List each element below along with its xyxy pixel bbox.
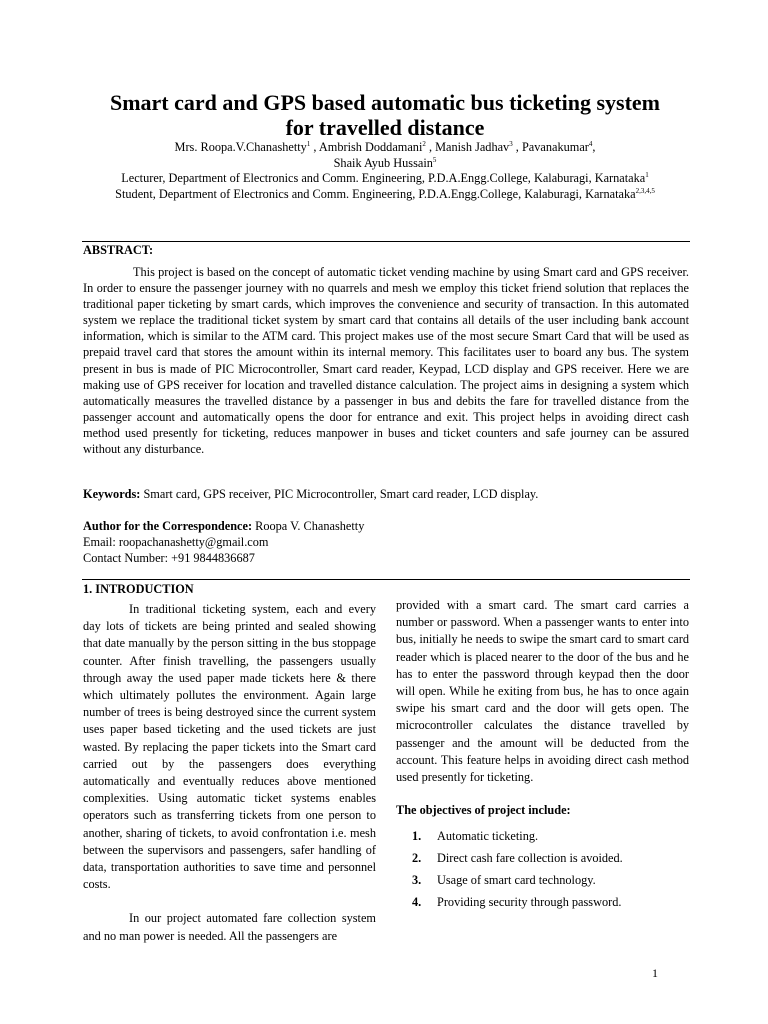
correspondence-name: Roopa V. Chanashetty [252,519,365,533]
introduction-top-rule [82,579,690,580]
authors-line-2 [60,156,710,172]
keywords [83,487,538,502]
objective-number: 2. [412,851,422,866]
author-sup: 5 [432,155,437,164]
abstract-heading: ABSTRACT: [83,243,154,257]
affiliation-text: Student, Department of Electronics and Comm. Engineering, P.D.A.Engg.College, Kalaburagi, Karnataka [115,186,636,201]
author-separator: , [592,140,596,154]
author-name: , Manish Jadhav [425,140,510,154]
email-line: Email: roopachanashetty@gmail.com [83,535,269,549]
title-line-1: Smart card and GPS based automatic bus ticketing system [109,90,660,115]
objective-item [396,850,689,872]
objective-text: Providing security through password. [437,895,622,910]
intro-paragraph-1: In traditional ticketing system, each and every day lots of tickets are being printed and sealed showing that date manually by the person sitting in the bus stoppage counter. After finish travelling, the passengers usually through away the used paper made tickets here & there which ultimately pollutes the environment. Again large number of trees is being destroyed since the current system uses paper based ticketing and the used tickets are just wasted. By replacing the paper tickets into the Smart card carried out by the passengers does everything automatically and eventually reduces above mentioned complexities. Using automatic ticket systems enables operators such as transferring tickets from one person to another, sharing of tickets, to avoid confrontation i.e. mesh between the supervisors and passengers, safer handling of data, transportation authorities to save time and personnel costs. [83,602,376,892]
author-sup: 2 [422,140,426,148]
right-column [396,597,689,916]
abstract-top-rule [82,241,690,242]
affiliation-1 [60,171,710,187]
objective-text: Usage of smart card technology. [437,873,596,888]
objective-text: Automatic ticketing. [437,829,539,844]
introduction-heading: 1. INTRODUCTION [83,582,194,596]
intro-paragraph-2: In our project automated fare collection system and no man power is needed. All the passengers are [83,911,376,943]
objective-number: 4. [412,895,422,910]
author-sup: 3 [509,140,513,148]
author-name: , Ambrish Doddamani [310,140,423,154]
objective-number: 1. [412,829,422,844]
objectives-heading: The objectives of project include: [396,803,571,818]
contact-line: Contact Number: +91 9844836687 [83,551,255,565]
page-number: 1 [652,966,658,980]
affiliation-2 [60,187,710,203]
author-name: Shaik Ayub Hussain [333,155,433,170]
author-sup: 4 [588,140,593,148]
objective-item [396,828,689,850]
authors-line-1 [60,140,710,156]
objectives-list [396,828,689,916]
correspondence-block [83,518,364,566]
left-column [83,601,376,945]
author-block [60,140,710,202]
paper-title [60,90,710,140]
affiliation-sup: 1 [645,171,649,179]
affiliation-sup: 2,3,4,5 [635,186,655,195]
author-name: , Pavanakumar [512,140,589,154]
correspondence-line [83,518,364,534]
objective-item [396,872,689,894]
affiliation-text: Lecturer, Department of Electronics and Comm. Engineering, P.D.A.Engg.College, Kalaburagi, Karnataka [121,171,646,185]
objective-text: Direct cash fare collection is avoided. [437,851,623,866]
keywords-label: Keywords: [83,487,141,501]
correspondence-label: Author for the Correspondence: [83,519,253,533]
title-line-2: for travelled distance [285,115,485,140]
keywords-text: Smart card, GPS receiver, PIC Microcontroller, Smart card reader, LCD display. [140,487,539,501]
abstract-text: This project is based on the concept of automatic ticket vending machine by using Smart card and GPS receiver. In order to ensure the passenger journey with no quarrels and mesh we employ this ticket friend solution that replaces the traditional paper ticketing by smart cards, which improves the convenience and security of transaction. In this automated system we replace the traditional ticket system by smart card that contains all details of the user including bank account information, which is similar to the ATM card. This project makes use of the most secure Smart Card that will be used as prepaid travel card that stores the amount within its internal memory. This facilitates user to board any bus. The system present in bus is made of PIC Microcontroller, Smart card reader, Keypad, LCD display and GPS receiver. Here we are making use of GPS receiver for location and travelled distance calculation. The project aims in designing a system which automatically measures the travelled distance by a passenger in bus and debits the fare for travelled distance from the passenger account and automatically opens the door for entrance and exit. This project helps in avoiding direct cash method used presently for ticketing, reduces manpower in buses and ticket counters and safe journey can be assured without any disturbance. [83,265,689,457]
intro-paragraph-continued: provided with a smart card. The smart card carries a number or password. When a passenger wants to enter into bus, initially he needs to swipe the smart card to smart card reader which is placed nearer to the door of the bus and he has to enter the password through keypad then the door will open. While he exiting from bus, he has to once again swipe his smart card and the door will gets open. The microcontroller calculates the distance travelled by passenger and the amount will be deducted from the account. This feature helps in avoiding direct cash method used presently for ticketing. [396,598,689,785]
objective-item [396,894,689,916]
author-name: Mrs. Roopa.V.Chanashetty [174,140,307,154]
objective-number: 3. [412,873,422,888]
author-sup: 1 [306,140,311,148]
